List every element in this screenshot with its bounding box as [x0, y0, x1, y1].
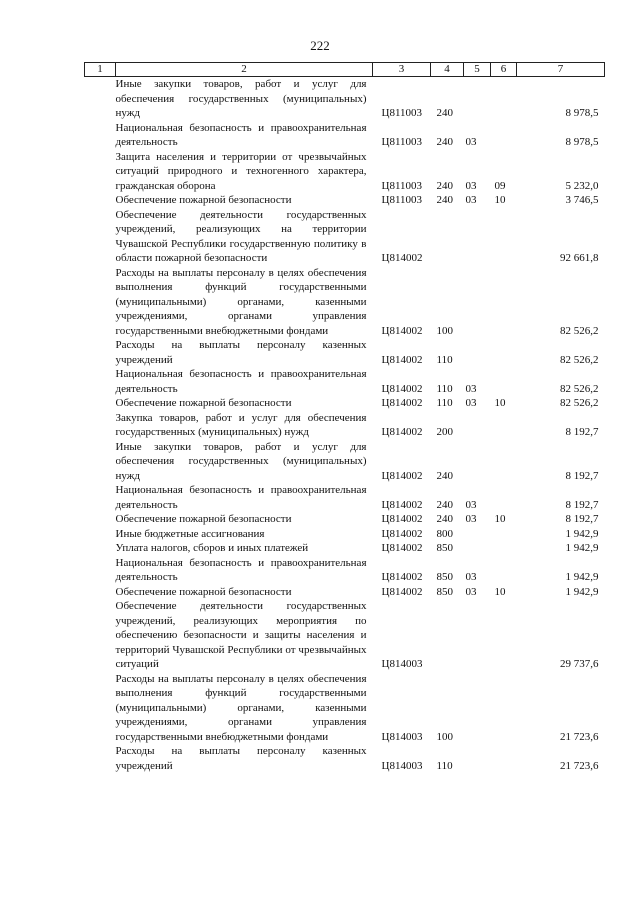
row-amount-cell: 82 526,2 [560, 324, 599, 337]
row-expense-type-cell: 800 [436, 527, 453, 540]
row-section-cell [464, 338, 491, 367]
row-section-cell [464, 599, 491, 672]
row-subsection-cell [491, 338, 517, 367]
row-subsection-cell [491, 744, 517, 773]
row-section-cell [464, 411, 491, 440]
row-code-cell: Ц814002 [381, 571, 423, 583]
row-amount-cell: 1 942,9 [565, 527, 599, 540]
row-amount-cell: 8 192,7 [565, 426, 599, 438]
row-amount-cell: 82 526,2 [560, 382, 599, 395]
row-index-cell [85, 396, 116, 411]
row-section-cell [464, 77, 491, 121]
row-index-cell [85, 744, 116, 773]
row-expense-type-cell: 110 [436, 382, 453, 395]
row-name-cell: Обеспечение пожарной безопасности [115, 513, 292, 525]
row-section-cell: 03 [465, 382, 477, 395]
row-expense-type-cell: 100 [436, 324, 453, 337]
table-header [85, 63, 605, 77]
row-subsection-cell [491, 599, 517, 672]
row-section-cell [464, 527, 491, 542]
row-subsection-cell: 10 [494, 585, 506, 598]
table-row [85, 483, 605, 512]
row-name-cell: Обеспечение пожарной безопасности [115, 397, 292, 409]
row-section-cell [464, 744, 491, 773]
row-expense-type-cell: 240 [436, 194, 453, 206]
table-row [85, 599, 605, 672]
page-number: 222 [310, 38, 330, 53]
row-section-cell: 03 [465, 194, 477, 206]
row-index-cell [85, 585, 116, 600]
row-subsection-cell: 10 [494, 194, 506, 206]
table-row [85, 367, 605, 396]
row-code-cell: Ц814002 [381, 397, 423, 409]
row-code-cell: Ц814003 [381, 730, 423, 743]
table-row [85, 512, 605, 527]
row-subsection-cell [491, 556, 517, 585]
row-subsection-cell [491, 367, 517, 396]
row-section-cell [464, 208, 491, 266]
row-expense-type-cell: 850 [436, 571, 453, 583]
row-index-cell [85, 367, 116, 396]
column-header-5: 5 [464, 63, 491, 77]
row-index-cell [85, 150, 116, 194]
row-code-cell: Ц811003 [381, 179, 423, 192]
row-section-cell: 03 [465, 513, 477, 525]
row-code-cell: Ц814002 [381, 585, 423, 598]
row-code-cell: Ц811003 [381, 107, 423, 119]
row-code-cell: Ц814002 [381, 353, 423, 366]
budget-table [84, 62, 605, 773]
row-expense-type-cell: 240 [436, 469, 453, 482]
row-subsection-cell [491, 266, 517, 339]
row-name-cell: Обеспечение пожарной безопасности [115, 585, 292, 598]
table-row [85, 150, 605, 194]
row-code-cell: Ц814002 [381, 527, 423, 540]
row-section-cell [464, 672, 491, 745]
row-amount-cell: 3 746,5 [565, 194, 599, 206]
row-expense-type-cell: 110 [436, 759, 453, 772]
row-amount-cell: 5 232,0 [565, 179, 599, 192]
table-row [85, 585, 605, 600]
row-amount-cell: 8 978,5 [565, 136, 599, 148]
row-section-cell [464, 541, 491, 556]
row-expense-type-cell: 100 [436, 730, 453, 743]
row-expense-type-cell: 240 [436, 136, 453, 148]
row-subsection-cell: 10 [494, 513, 506, 525]
row-name-cell: Иные закупки товаров, работ и услуг для обеспечения государственных (муниципальных) нужд [115, 440, 367, 482]
row-index-cell [85, 512, 116, 527]
row-expense-type-cell: 850 [436, 542, 453, 554]
row-name-cell: Иные закупки товаров, работ и услуг для обеспечения государственных (муниципальных) нужд [115, 78, 367, 119]
row-index-cell [85, 121, 116, 150]
row-expense-type-cell: 850 [436, 585, 453, 598]
column-header-1: 1 [85, 63, 116, 77]
row-amount-cell: 21 723,6 [560, 730, 599, 743]
column-header-4: 4 [431, 63, 464, 77]
table-row [85, 527, 605, 542]
row-subsection-cell [491, 483, 517, 512]
row-code-cell: Ц814002 [381, 252, 423, 264]
row-name-cell: Расходы на выплаты персоналу казенных учреждений [115, 339, 367, 366]
row-code-cell: Ц811003 [381, 194, 423, 206]
row-index-cell [85, 208, 116, 266]
table-row [85, 208, 605, 266]
row-section-cell: 03 [465, 571, 477, 583]
row-expense-type-cell: 240 [436, 513, 453, 525]
row-section-cell: 03 [465, 585, 477, 598]
table-row [85, 396, 605, 411]
row-subsection-cell [491, 77, 517, 121]
row-index-cell [85, 193, 116, 208]
row-expense-type-cell: 110 [436, 397, 453, 409]
row-subsection-cell [491, 121, 517, 150]
row-index-cell [85, 541, 116, 556]
row-name-cell: Национальная безопасность и правоохранительная деятельность [115, 484, 367, 511]
row-code-cell: Ц814002 [381, 324, 423, 337]
row-name-cell: Обеспечение деятельности государственных учреждений, реализующих мероприятия по обеспечению безопасности и защиты населения и территорий Чувашской Республики от чрезвычайных ситуаций [115, 600, 367, 670]
row-code-cell: Ц814002 [381, 469, 423, 482]
row-index-cell [85, 411, 116, 440]
row-subsection-cell [491, 440, 517, 484]
row-code-cell: Ц811003 [381, 136, 423, 148]
row-code-cell: Ц814002 [381, 513, 423, 525]
row-amount-cell: 1 942,9 [565, 571, 599, 583]
row-name-cell: Национальная безопасность и правоохранительная деятельность [115, 556, 367, 583]
table-row [85, 440, 605, 484]
row-section-cell: 03 [465, 397, 477, 409]
table-row [85, 556, 605, 585]
row-name-cell: Расходы на выплаты персоналу в целях обеспечения выполнения функций государственными (муниципальными) органами, казенными учреждениями, органами управления государственными внебюджетными фондами [115, 672, 367, 743]
row-subsection-cell [491, 527, 517, 542]
row-subsection-cell [491, 411, 517, 440]
column-header-2: 2 [116, 63, 373, 77]
row-code-cell: Ц814003 [381, 658, 423, 670]
row-expense-type-cell: 240 [436, 498, 453, 511]
row-amount-cell: 29 737,6 [560, 658, 599, 670]
table-row [85, 744, 605, 773]
row-amount-cell: 21 723,6 [560, 759, 599, 772]
row-amount-cell: 92 661,8 [560, 252, 599, 264]
row-expense-type-cell: 240 [436, 179, 453, 192]
row-code-cell: Ц814002 [381, 542, 423, 554]
row-name-cell: Обеспечение пожарной безопасности [115, 194, 292, 206]
row-name-cell: Защита населения и территории от чрезвычайных ситуаций природного и техногенного характера, гражданская оборона [115, 150, 367, 192]
row-name-cell: Уплата налогов, сборов и иных платежей [115, 542, 309, 554]
row-code-cell: Ц814003 [381, 759, 423, 772]
row-name-cell: Закупка товаров, работ и услуг для обеспечения государственных (муниципальных) нужд [115, 411, 367, 438]
row-code-cell: Ц814002 [381, 498, 423, 511]
row-name-cell: Расходы на выплаты персоналу в целях обеспечения выполнения функций государственными (муниципальными) органами, казенными учреждениями, органами управления государственными внебюджетными фондами [115, 266, 367, 337]
row-amount-cell: 1 942,9 [565, 542, 599, 554]
row-section-cell [464, 440, 491, 484]
row-amount-cell: 82 526,2 [560, 397, 599, 409]
table-row [85, 121, 605, 150]
row-section-cell [464, 266, 491, 339]
row-name-cell: Расходы на выплаты персоналу казенных учреждений [115, 745, 367, 772]
row-index-cell [85, 672, 116, 745]
row-name-cell: Национальная безопасность и правоохранительная деятельность [115, 121, 367, 148]
row-subsection-cell: 09 [494, 179, 506, 192]
row-amount-cell: 8 192,7 [565, 469, 599, 482]
row-amount-cell: 8 978,5 [565, 107, 599, 119]
row-amount-cell: 82 526,2 [560, 353, 599, 366]
row-section-cell: 03 [465, 179, 477, 192]
row-name-cell: Национальная безопасность и правоохранительная деятельность [115, 368, 367, 395]
row-expense-type-cell: 240 [436, 107, 453, 119]
table-row [85, 672, 605, 745]
table-body [85, 77, 605, 774]
row-section-cell: 03 [465, 498, 477, 511]
row-amount-cell: 1 942,9 [565, 585, 599, 598]
row-index-cell [85, 527, 116, 542]
row-code-cell: Ц814002 [381, 426, 423, 438]
table-row [85, 541, 605, 556]
row-code-cell: Ц814002 [381, 382, 423, 395]
column-header-6: 6 [491, 63, 517, 77]
column-number-row [85, 63, 605, 77]
row-expense-type-cell [431, 208, 464, 266]
row-expense-type-cell [431, 599, 464, 672]
table-row [85, 193, 605, 208]
row-amount-cell: 8 192,7 [565, 513, 599, 525]
table-row [85, 411, 605, 440]
row-index-cell [85, 599, 116, 672]
row-index-cell [85, 483, 116, 512]
row-index-cell [85, 338, 116, 367]
row-subsection-cell: 10 [494, 397, 506, 409]
row-section-cell: 03 [465, 136, 477, 148]
column-header-7: 7 [517, 63, 605, 77]
row-expense-type-cell: 110 [436, 353, 453, 366]
table-row [85, 77, 605, 121]
row-subsection-cell [491, 672, 517, 745]
row-index-cell [85, 556, 116, 585]
row-expense-type-cell: 200 [436, 426, 453, 438]
row-index-cell [85, 77, 116, 121]
row-index-cell [85, 266, 116, 339]
table-row [85, 266, 605, 339]
row-name-cell: Иные бюджетные ассигнования [115, 527, 265, 540]
row-subsection-cell [491, 541, 517, 556]
row-index-cell [85, 440, 116, 484]
row-amount-cell: 8 192,7 [565, 498, 599, 511]
row-name-cell: Обеспечение деятельности государственных учреждений, реализующих на территории Чувашской Республики государственную политику в области пожарной безопасности [115, 208, 367, 264]
table-row [85, 338, 605, 367]
row-subsection-cell [491, 208, 517, 266]
column-header-3: 3 [373, 63, 431, 77]
